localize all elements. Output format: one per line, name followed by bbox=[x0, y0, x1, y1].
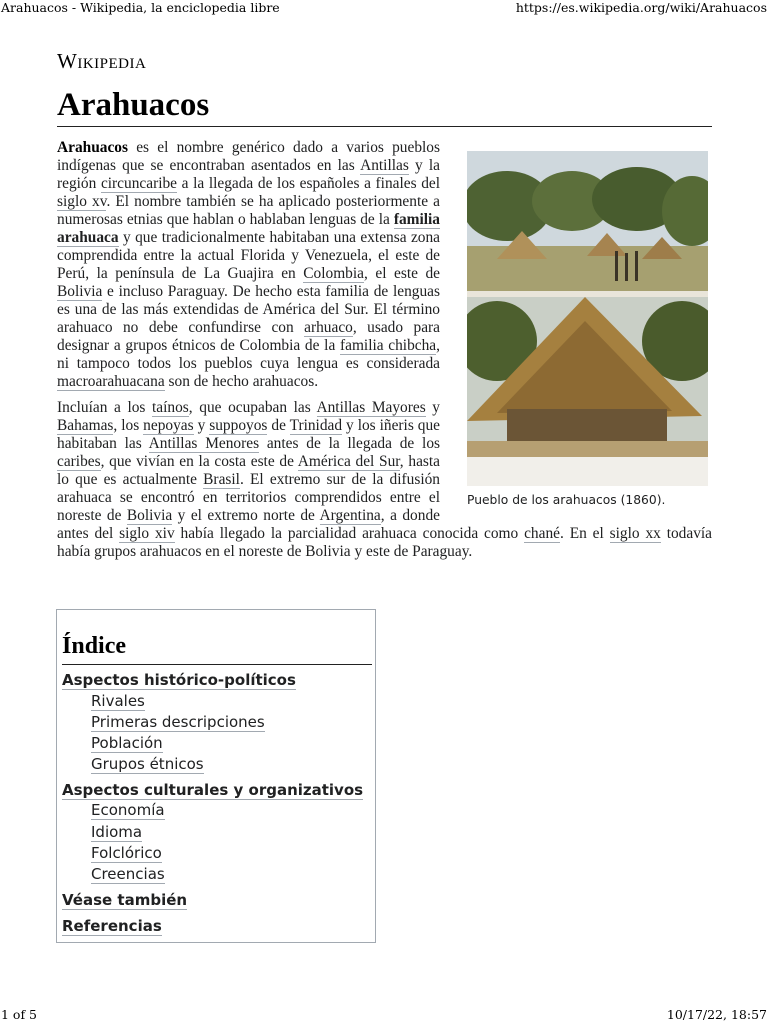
link-familia-arahuaca[interactable]: familia arahuaca bbox=[57, 211, 440, 246]
text: a la llegada de los españoles a finales del bbox=[177, 175, 440, 192]
text: y el extremo norte de bbox=[172, 507, 320, 524]
toc-item-label: Folclórico bbox=[91, 844, 162, 862]
link-america-del-sur[interactable]: América del Sur bbox=[297, 453, 400, 470]
toc-item-rivales[interactable] bbox=[91, 692, 145, 710]
print-footer bbox=[0, 1007, 768, 1023]
toc-item-referencias[interactable] bbox=[62, 917, 162, 935]
link-bahamas[interactable]: Bahamas bbox=[57, 417, 114, 434]
link-siglo-xx[interactable]: siglo xx bbox=[609, 525, 661, 542]
text: e incluso Paraguay. De hecho esta familia de lenguas es una de las más extendidas de América del Sur. El término arahuaco no debe confundirse con bbox=[57, 283, 440, 336]
text: . El extremo sur de la difusión arahuaca se encontró en territorios comprendidos entre el noreste de bbox=[57, 471, 440, 524]
arahuacos-village-illustration[interactable] bbox=[467, 151, 708, 486]
text: , que ocupaban las bbox=[188, 399, 317, 416]
link-colombia[interactable]: Colombia bbox=[303, 265, 364, 282]
wikipedia-wordmark: Wikipedia bbox=[57, 49, 147, 73]
link-arhuaco[interactable]: arhuaco bbox=[304, 319, 353, 336]
text: . El nombre también se ha aplicado posteriormente a numerosas etnias que hablan o hablaban lenguas de la bbox=[57, 193, 440, 228]
print-datetime: 10/17/22, 18:57 bbox=[666, 1007, 767, 1022]
text: , ni tampoco todos los pueblos cuya lengua es considerada bbox=[57, 337, 440, 372]
link-tainos[interactable]: taínos bbox=[152, 399, 189, 416]
toc-item-label: Aspectos histórico-políticos bbox=[62, 671, 296, 689]
link-suppoyos[interactable]: suppoyos bbox=[209, 417, 268, 434]
toc-item-creencias[interactable] bbox=[91, 865, 165, 883]
link-bolivia[interactable]: Bolivia bbox=[57, 283, 103, 300]
text: y bbox=[193, 417, 210, 434]
text: y los iñeris que habitaban las bbox=[57, 417, 440, 452]
toc-item-label: Rivales bbox=[91, 692, 145, 710]
toc-item-label: Referencias bbox=[62, 917, 162, 935]
link-circuncaribe[interactable]: circuncaribe bbox=[100, 175, 177, 192]
toc-item-label: Véase también bbox=[62, 891, 188, 909]
toc-item-label: Población bbox=[91, 734, 163, 752]
toc-item-folclorico[interactable] bbox=[91, 844, 162, 862]
toc-item-aspectos-historico-politicos[interactable] bbox=[62, 671, 296, 689]
thumbnail-figure bbox=[464, 151, 712, 508]
text: de bbox=[267, 417, 290, 434]
text: , hasta lo que es actualmente bbox=[57, 453, 440, 488]
toc-item-vease-tambien[interactable] bbox=[62, 891, 187, 909]
toc-item-label: Primeras descripciones bbox=[91, 713, 265, 731]
bold-term: Arahuacos bbox=[57, 139, 128, 156]
text: Incluían a los bbox=[57, 399, 153, 416]
text: y bbox=[425, 399, 441, 416]
print-header bbox=[0, 0, 768, 16]
toc-item-aspectos-culturales[interactable] bbox=[62, 781, 363, 799]
text: , usado para designar a grupos étnicos de Colombia de la bbox=[57, 319, 441, 354]
toc-item-label: Creencias bbox=[91, 865, 165, 883]
text: , a donde antes del bbox=[57, 507, 440, 542]
link-brasil[interactable]: Brasil bbox=[203, 471, 240, 488]
text: todavía había grupos arahuacos en el noreste de Bolivia y este de Paraguay. bbox=[57, 525, 713, 560]
toc-item-label: Economía bbox=[91, 801, 165, 819]
link-caribes[interactable]: caribes bbox=[57, 453, 101, 470]
text: y la región bbox=[57, 157, 441, 192]
text: son de hecho arahuacos. bbox=[164, 373, 319, 390]
link-bolivia-2[interactable]: Bolivia bbox=[126, 507, 173, 524]
toc-item-label: Aspectos culturales y organizativos bbox=[62, 781, 364, 799]
toc-item-primeras-descripciones[interactable] bbox=[91, 713, 265, 731]
article-body bbox=[57, 139, 712, 569]
link-siglo-xiv[interactable]: siglo xiv bbox=[119, 525, 175, 542]
print-page-title: Arahuacos - Wikipedia, la enciclopedia libre bbox=[1, 0, 280, 15]
link-antillas-mayores[interactable]: Antillas Mayores bbox=[316, 399, 426, 416]
link-nepoyas[interactable]: nepoyas bbox=[143, 417, 194, 434]
toc-item-label: Idioma bbox=[91, 823, 143, 841]
text: . En el bbox=[559, 525, 610, 542]
link-trinidad[interactable]: Trinidad bbox=[289, 417, 343, 434]
link-antillas[interactable]: Antillas bbox=[360, 157, 409, 174]
link-familia-chibcha[interactable]: familia chibcha bbox=[339, 337, 437, 354]
print-page-url: https://es.wikipedia.org/wiki/Arahuacos bbox=[515, 0, 767, 15]
text: y que tradicionalmente habitaban una extensa zona comprendida entre la actual Florida y Venezuela, el este de Perú, la península de La Guajira en bbox=[57, 229, 440, 282]
page-title: Arahuacos bbox=[57, 84, 712, 127]
link-antillas-menores[interactable]: Antillas Menores bbox=[148, 435, 260, 452]
figure-caption: Pueblo de los arahuacos (1860). bbox=[467, 493, 666, 507]
toc-item-label: Grupos étnicos bbox=[91, 755, 204, 773]
toc-item-idioma[interactable] bbox=[91, 823, 142, 841]
text: había llegado la parcialidad arahuaca conocida como bbox=[174, 525, 525, 542]
link-argentina[interactable]: Argentina bbox=[319, 507, 381, 524]
text: , los bbox=[113, 417, 144, 434]
illustration-art bbox=[467, 151, 708, 486]
text: , que vivían en la costa este de bbox=[100, 453, 298, 470]
toc-item-economia[interactable] bbox=[91, 801, 165, 819]
text: antes de la llegada de los bbox=[259, 435, 441, 452]
link-chane[interactable]: chané bbox=[524, 525, 560, 542]
table-of-contents bbox=[56, 609, 376, 943]
link-siglo-xv[interactable]: siglo xv bbox=[57, 193, 107, 210]
page-counter: 1 of 5 bbox=[1, 1007, 38, 1022]
text: , el este de bbox=[364, 265, 440, 282]
link-macroarahuacana[interactable]: macroarahuacana bbox=[57, 373, 165, 390]
toc-title: Índice bbox=[62, 632, 372, 665]
toc-item-poblacion[interactable] bbox=[91, 734, 163, 752]
toc-item-grupos-etnicos[interactable] bbox=[91, 755, 204, 773]
text: es el nombre genérico dado a varios pueblos indígenas que se encontraban asentados en las bbox=[57, 139, 440, 174]
